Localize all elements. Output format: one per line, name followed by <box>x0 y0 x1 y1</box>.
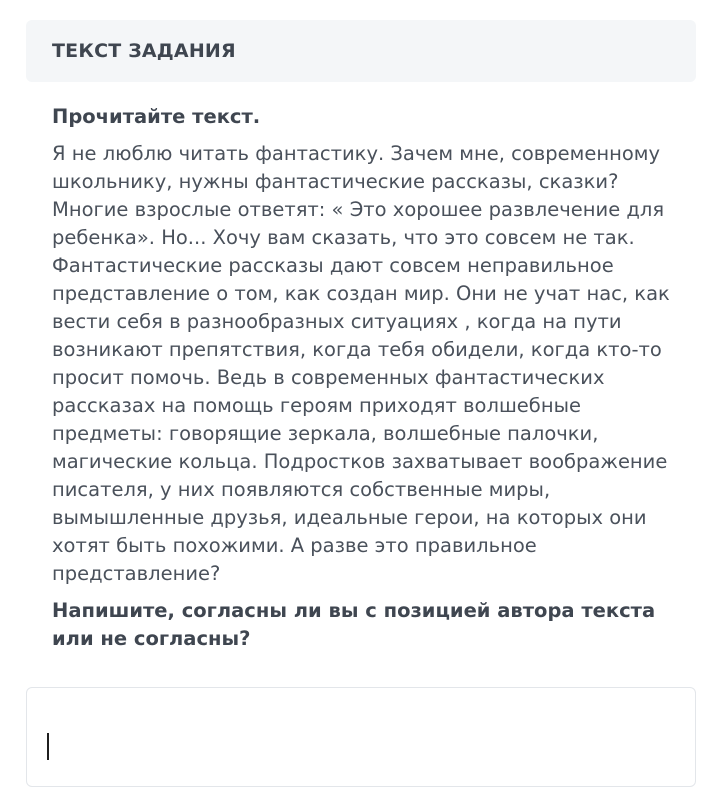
passage-line: магические кольца. Подростков захватывает воображение <box>52 450 668 473</box>
task-instruction: Прочитайте текст. <box>52 105 261 128</box>
task-header-title: ТЕКСТ ЗАДАНИЯ <box>52 39 236 62</box>
passage-line: вести себя в разнообразных ситуациях , когда на пути <box>52 310 622 333</box>
question-line: Напишите, согласны ли вы с позицией автора текста <box>52 599 656 622</box>
passage-line: рассказах на помощь героям приходят волшебные <box>52 394 581 417</box>
passage-line: хотят быть похожими. А разве это правильное <box>52 534 537 557</box>
passage-line: Я не люблю читать фантастику. Зачем мне, современному <box>52 142 661 165</box>
task-passage <box>52 140 682 588</box>
text-caret <box>47 733 49 760</box>
passage-line: писателя, у них появляются собственные миры, <box>52 478 551 501</box>
passage-line: просит помочь. Ведь в современных фантастических <box>52 366 605 389</box>
passage-line: Фантастические рассказы дают совсем неправильное <box>52 254 614 277</box>
passage-line: представление? <box>52 562 221 585</box>
task-question <box>52 597 682 653</box>
answer-textarea[interactable] <box>26 687 696 787</box>
question-line: или не согласны? <box>52 627 251 650</box>
passage-line: Многие взрослые ответят: « Это хорошее развлечение для <box>52 198 665 221</box>
passage-line: предметы: говорящие зеркала, волшебные палочки, <box>52 422 599 445</box>
task-body <box>52 103 682 653</box>
passage-line: возникают препятствия, когда тебя обидели, когда кто-то <box>52 338 662 361</box>
passage-line: представление о том, как создан мир. Они не учат нас, как <box>52 282 670 305</box>
passage-line: школьнику, нужны фантастические рассказы, сказки? <box>52 170 619 193</box>
passage-line: вымышленные друзья, идеальные герои, на которых они <box>52 506 647 529</box>
passage-line: ребенка». Но... Хочу вам сказать, что это совсем не так. <box>52 226 635 249</box>
task-header <box>26 20 696 82</box>
